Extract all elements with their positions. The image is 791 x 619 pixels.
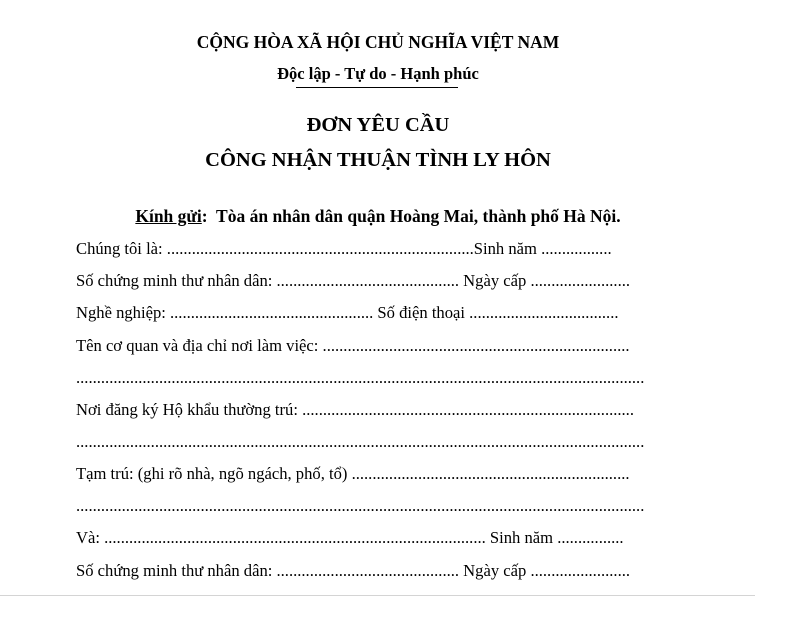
field-applicant-name: Chúng tôi là: ..........................................................................Sinh năm .................: [76, 239, 612, 258]
document-subtitle: CÔNG NHẬN THUẬN TÌNH LY HÔN: [205, 149, 551, 171]
field-permanent-residence-continued: .........................................................................................................................................: [76, 432, 645, 451]
field-spouse-id: Số chứng minh thư nhân dân: ............................................ Ngày cấp ........................: [76, 561, 631, 580]
page-bottom-rule: [0, 595, 755, 596]
recipient-label: Kính gửi: [135, 206, 202, 226]
field-temporary-residence-continued: .........................................................................................................................................: [76, 496, 645, 515]
field-permanent-residence: Nơi đăng ký Hộ khẩu thường trú: ................................................................................: [76, 400, 634, 419]
field-applicant-occupation: Nghề nghiệp: ................................................. Số điện thoại ....................................: [76, 303, 619, 322]
field-workplace-continued: .........................................................................................................................................: [76, 368, 645, 387]
national-title: CỘNG HÒA XÃ HỘI CHỦ NGHĨA VIỆT NAM: [196, 32, 560, 52]
recipient-line: Kính gửi: Tòa án nhân dân quận Hoàng Mai, thành phố Hà Nội.: [135, 206, 621, 226]
national-motto: Độc lập - Tự do - Hạnh phúc: [277, 64, 479, 83]
field-workplace: Tên cơ quan và địa chỉ nơi làm việc: ..........................................................................: [76, 336, 630, 355]
field-applicant-id: Số chứng minh thư nhân dân: ............................................ Ngày cấp ........................: [76, 271, 631, 290]
recipient-value: Tòa án nhân dân quận Hoàng Mai, thành phố Hà Nội.: [216, 206, 621, 226]
motto-underline: [296, 87, 458, 88]
document-title: ĐƠN YÊU CẦU: [306, 114, 450, 136]
field-spouse-name: Và: ............................................................................................ Sinh năm ................: [76, 528, 624, 547]
field-temporary-residence: Tạm trú: (ghi rõ nhà, ngõ ngách, phố, tổ) ...................................................................: [76, 464, 630, 483]
